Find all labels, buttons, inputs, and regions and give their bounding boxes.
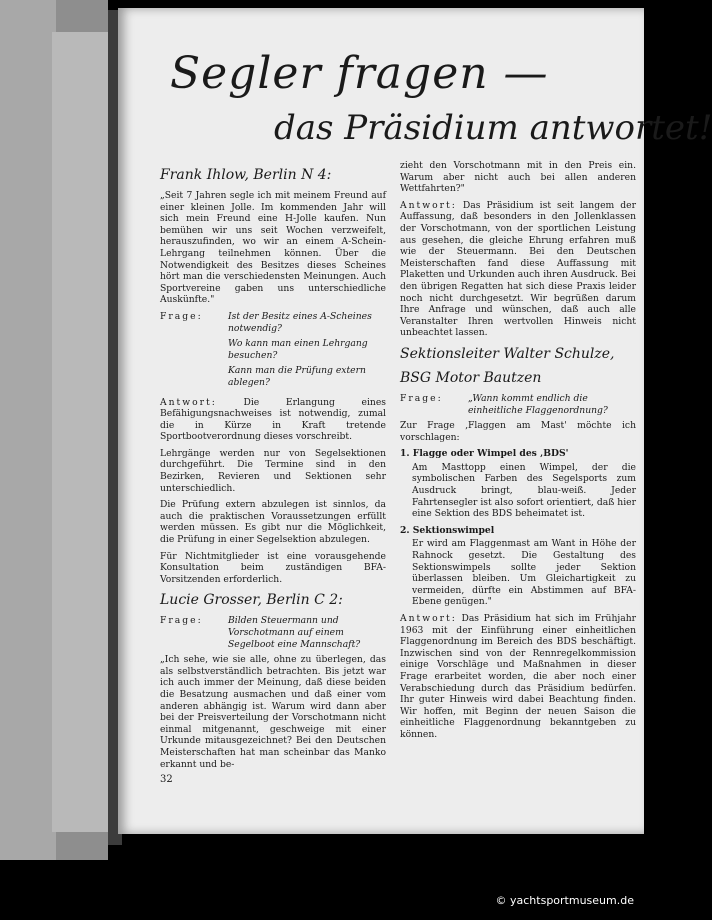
page-number: 32 <box>160 774 173 785</box>
answer-ihlow-3: Die Prüfung extern abzulegen ist sinnlos, da auch die praktischen Voraussetzungen erfüllt werden müssen. Es gibt nur die Möglichkeit, die Prüfung in einer Segelsektion abzulegen. <box>160 499 386 546</box>
letter-ihlow: „Seit 7 Jahren segle ich mit meinem Freund auf einer kleinen Jolle. Im kommenden Jahr will sich mein Freund eine H-Jolle kaufen. Nun bemühen wir uns seit Wochen verzweifelt, herauszufinden, wo wir an einem A-Schein-Lehrgang teilnehmen können. Über die Notwendigkeit des Besitzes dieses Scheines hört man die verschiedensten Meinungen. Auch Sportvereine gaben uns unterschiedliche Auskünfte." <box>160 190 386 306</box>
letter-grosser-continued: zieht den Vorschotmann mit in den Preis ein. Warum aber nicht auch bei allen anderen Wettfahrten?" <box>400 160 636 195</box>
reader-name-grosser: Lucie Grosser, Berlin C 2: <box>160 592 343 609</box>
answer-grosser-text: Das Präsidium ist seit langem der Auffassung, daß besonders in den Jollenklassen der Vorschotmann, von der sportlichen Leistung aus gesehen, die gleiche Ehrung erfahren muß wie der Steuermann. Bei den Deutschen Meisterschaften fand diese Auffassung mit Plaketten und Urkunden auch ihren Ausdruck. Bei den übrigen Regatten hat sich diese Praxis leider noch nicht durchgesetzt. Wir begrüßen darum Ihre Anfrage und wünschen, daß auch alle Veranstalter Ihren wertvollen Hinweis nicht unbeachtet lassen. <box>400 199 637 339</box>
letter-schulze-intro: Zur Frage ‚Flaggen am Mast' möchte ich vorschlagen: <box>400 420 636 443</box>
headline-line-2: das Präsidium antwortet! <box>274 108 712 148</box>
question-3: Kann man die Prüfung extern ablegen? <box>228 365 366 388</box>
proposal-1-heading: 1. Flagge oder Wimpel des ‚BDS' <box>400 448 569 460</box>
answer-schulze-text: Das Präsidium hat sich im Frühjahr 1963 mit der Einführung einer einheitlichen Flaggenordnung im Bereich des BDS beschäftigt. Inzwischen sind von der Rennregelkommission einige Vorschläge und Maßnahmen in dieser Frage erarbeitet worden, die aber noch einer Verabschiedung durch das Präsidium bedürfen. Ihr guter Hinweis wird dabei Beachtung finden. Wir hoffen, mit Beginn der neuen Saison die einheitliche Flaggenordnung bekanntgeben zu können. <box>400 613 637 740</box>
question-block-schulze <box>400 393 636 416</box>
question-label-3: Frage: <box>400 392 443 404</box>
answer-ihlow-4: Für Nichtmitglieder ist eine vorausgehende Konsultation beim zuständigen BFA-Vorsitzenden erforderlich. <box>160 550 386 585</box>
reader-name-ihlow: Frank Ihlow, Berlin N 4: <box>160 167 332 183</box>
answer-ihlow-2: Lehrgänge werden nur von Segelsektionen durchgeführt. Die Termine sind in den Bezirken, Revieren und Sektionen sehr unterschiedlich. <box>160 447 386 494</box>
answer-text-1: Die Erlangung eines Befähigungsnachweises ist notwendig, zumal die in Kürze in Kraft tretende Sportbootverordnung dieses vorschreibt. <box>160 396 386 443</box>
copyright-watermark: © yachtsportmuseum.de <box>495 894 634 907</box>
answer-label: Antwort: <box>160 396 217 408</box>
question-1: Ist der Besitz eines A-Scheines notwendig? <box>228 310 372 334</box>
binder-inner-sheet <box>52 32 112 832</box>
question-block-ihlow <box>160 311 386 393</box>
question-label: Frage: <box>160 310 203 322</box>
proposal-2-text: Er wird am Flaggenmast am Want in Höhe der Rahnock gesetzt. Die Gestaltung des Sektionswimpels sollte jeder Sektion überlassen bleiben. Um Gleichartigkeit zu vermeiden, dürfte ein Abstimmen auf BFA-Ebene genügen." <box>412 538 636 608</box>
proposal-2-heading: 2. Sektionswimpel <box>400 524 495 536</box>
question-list <box>228 311 386 393</box>
magazine-page <box>118 8 712 834</box>
question-label-2: Frage: <box>160 615 203 627</box>
proposal-1-text: Am Masttopp einen Wimpel, der die symbolischen Farben des Segelsports zum Ausdruck bringt, blau-weiß. Jeder Fahrtensegler ist also sofort orientiert, daß hier eine Sektion des BDS beheimatet ist. <box>412 461 636 520</box>
answer-label-2: Antwort: <box>400 199 457 211</box>
answer-ihlow-1 <box>160 397 386 443</box>
question-2: Wo kann man einen Lehrgang besuchen? <box>228 338 368 361</box>
question-text-grosser: Bilden Steuermann und Vorschotmann auf einem Segelboot eine Mannschaft? <box>228 615 361 650</box>
reader-club-bautzen: BSG Motor Bautzen <box>400 369 542 386</box>
question-text-schulze: „Wann kommt endlich die einheitliche Flaggenordnung? <box>468 392 608 416</box>
binder-cover <box>0 0 56 860</box>
question-block-grosser <box>160 615 386 650</box>
left-column <box>160 160 386 775</box>
answer-schulze <box>400 613 636 741</box>
letter-grosser: „Ich sehe, wie sie alle, ohne zu überlegen, das als selbstverständlich betrachten. Bis jetzt war ich auch immer der Meinung, daß diese beiden die Besatzung ausmachen und daß einer vom anderen abhängig ist. Warum wird dann aber bei der Preisverteilung der Vorschotmann nicht einmal mitgenannt, geschweige mit einer Urkunde mitausgezeichnet? Bei den Deutschen Meisterschaften hat man scheinbar das Manko erkannt und be- <box>160 654 386 770</box>
reader-name-schulze: Sektionsleiter Walter Schulze, <box>400 345 615 362</box>
right-column <box>400 160 636 746</box>
answer-grosser <box>400 200 636 339</box>
headline-line-1: Segler fragen — <box>170 48 549 99</box>
answer-label-3: Antwort: <box>400 613 457 624</box>
